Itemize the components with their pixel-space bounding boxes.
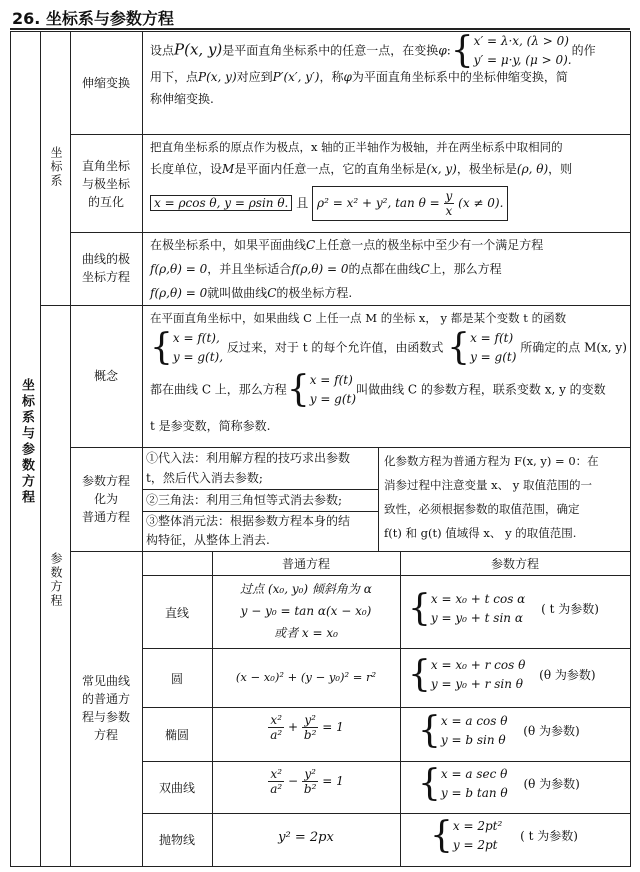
page-title: 26. 坐标系与参数方程 (12, 9, 174, 28)
curve-hyperbola-normal: $\frac{\text{x²}}{\text{a²}}$ − $\frac{\text{y²}}{\text{b²}}$ = 1 (270, 767, 344, 796)
row-polar-eq-content: 在极坐标系中，如果平面曲线C上任意一点的极坐标中至少有一个满足方程 f(ρ,θ) = 0，并且坐标适合f(ρ,θ) = 0的点都在曲线C上，那么方程 f(ρ,θ) = 0就叫做曲线C的极坐标方程. (150, 238, 544, 300)
left-main-label: 坐标系与参数方程 (19, 378, 34, 506)
curve-hyperbola-name: 双曲线 (158, 781, 195, 795)
curve-circle-normal: (x − x₀)² + (y − y₀)² = r² (235, 670, 377, 684)
curve-parabola-param: {x = 2pt² y = 2pt ( t 为参数) (430, 815, 578, 856)
method-trig: ②三角法：利用三角恒等式消去参数; (146, 493, 343, 507)
row-label-common-curves: 常见曲线 的普通方 程与参数 方程 (81, 674, 130, 742)
section-param-label: 参数方程 (49, 552, 63, 608)
curve-line-name: 直线 (164, 606, 189, 620)
curve-ellipse-normal: $\frac{\text{x²}}{\text{a²}}$ + $\frac{\text{y²}}{\text{b²}}$ = 1 (270, 713, 344, 742)
curve-parabola-name: 抛物线 (158, 833, 195, 847)
curve-hyperbola-param: {x = a sec θ y = b tan θ (θ 为参数) (418, 763, 580, 804)
row-label-concept: 概念 (93, 369, 118, 383)
curve-circle-name: 圆 (170, 672, 183, 686)
header-normal-eq: 普通方程 (281, 557, 330, 571)
method-substitution: ①代入法：利用解方程的技巧求出参数 t，然后代入消去参数; (146, 451, 351, 485)
row-label-polar-eq: 曲线的极 坐标方程 (81, 252, 130, 284)
cartesian-to-polar-box: ρ² = x² + y², tan θ = $\frac{y}{x}$ (x ≠ 0). (312, 186, 508, 221)
header-param-eq: 参数方程 (490, 557, 539, 571)
row-label-param-to-normal: 参数方程 化为 普通方程 (81, 474, 130, 524)
row-label-convert: 直角坐标 与极坐标 的互化 (81, 159, 130, 209)
curve-line-normal: 过点 (x₀, y₀) 倾斜角为 α y − y₀ = tan α(x − x₀) 或者 x = x₀ (240, 582, 372, 640)
param-to-normal-note: 化参数方程为普通方程为 F(x, y) = 0：在 消参过程中注意变量 x、 y 取值范围的一 致性，必须根据参数的取值范围，确定 f(t) 和 g(t) 值域得 x、 y 的取值范围. (384, 454, 599, 540)
curve-parabola-normal: y² = 2px (278, 830, 334, 845)
row-convert-content: 把直角坐标系的原点作为极点，x 轴的正半轴作为极轴，并在两坐标系中取相同的 长度单位，设M是平面内任意一点，它的直角坐标是(x, y)，极坐标是(ρ, θ)，则 x = ρcos θ, y = ρsin θ. 且 ρ² = x² + y², tan θ = $\frac{y}{x}$ (x ≠ 0). (150, 136, 626, 221)
row-stretch-content: 设点P(x, y)是平面直角坐标系中的任意一点，在变换φ:{x′ = λ·x, (λ > 0) y′ = μ·y, (μ > 0).的作 用下，点P(x, y)对应到P′(x′, y′)，称φ为平面直角坐标系中的坐标伸缩变换，简 称伸缩变换. (150, 30, 596, 106)
row-label-stretch: 伸缩变换 (81, 76, 130, 90)
curve-circle-param: {x = x₀ + r cos θ y = y₀ + r sin θ (θ 为参数) (408, 654, 596, 695)
polar-to-cartesian-box: x = ρcos θ, y = ρsin θ. (150, 195, 292, 211)
method-whole: ③整体消元法：根据参数方程本身的结 构特征，从整体上消去. (146, 514, 351, 547)
title-rule (10, 28, 630, 30)
section-coord-label: 坐标系 (49, 146, 63, 188)
curve-ellipse-name: 椭圆 (164, 728, 189, 742)
curve-ellipse-param: {x = a cos θ y = b sin θ (θ 为参数) (418, 710, 580, 751)
row-concept-content: 在平面直角坐标中，如果曲线 C 上任一点 M 的坐标 x， y 都是某个变数 t 的函数 {x = f(t), y = g(t), 反过来，对于 t 的每个允许值，由函数式 {x = f(t) y = g(t) 所确定的点 M(x, y) 都在曲线 C 上，那么方程{x = f(t) y = g(t)叫做曲线 C 的参数方程，联系变数 x, y 的变数 t 是参变数，简称参数. (150, 311, 627, 433)
curve-line-param: {x = x₀ + t cos α y = y₀ + t sin α ( t 为参数) (408, 588, 599, 629)
